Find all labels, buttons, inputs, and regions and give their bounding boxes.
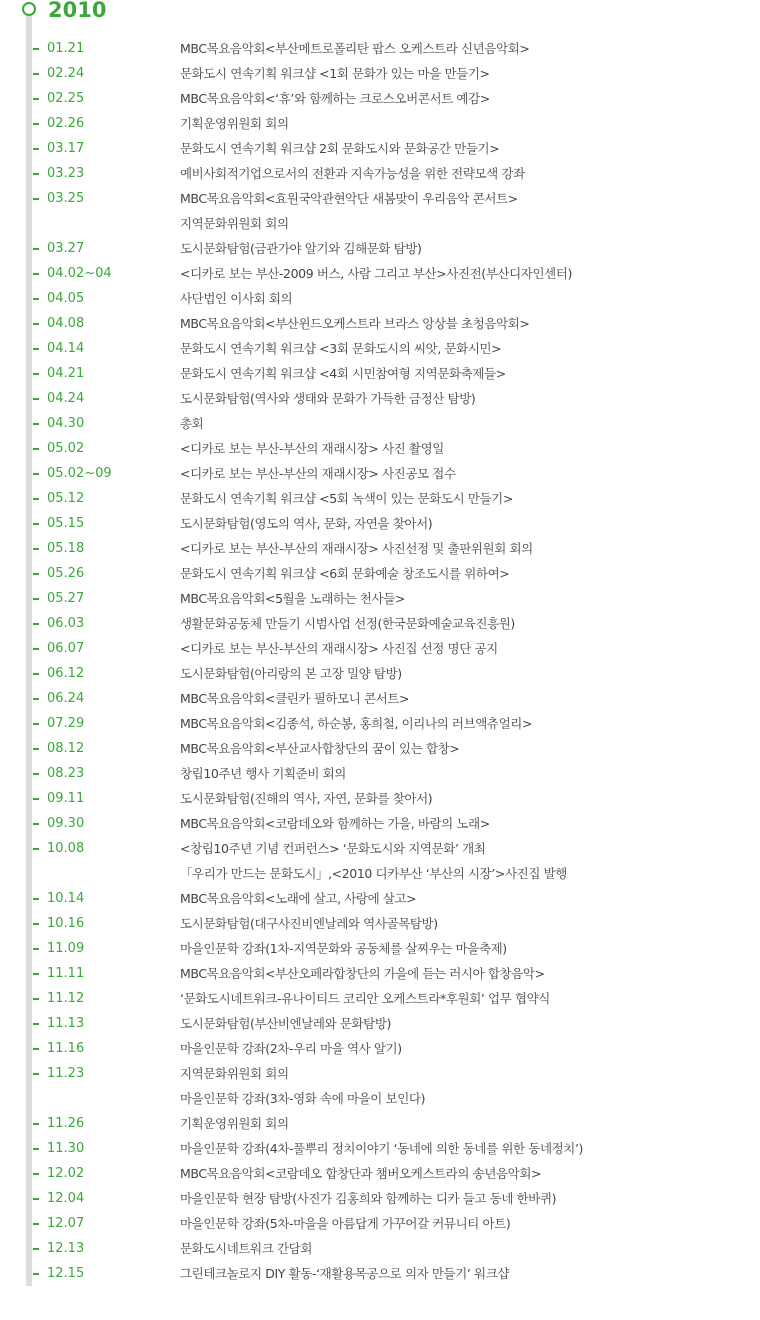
event-row (0, 61, 760, 86)
timeline-tick (33, 1148, 39, 1150)
event-description: 사단법인 이사회 회의 (180, 291, 293, 306)
timeline-tick (33, 773, 39, 775)
event-date: 11.12 (47, 991, 85, 1006)
event-description: 마을인문학 강좌(2차-우리 마을 역사 알기) (180, 1041, 402, 1056)
timeline-tick (33, 1023, 39, 1025)
event-row (0, 861, 760, 886)
event-description: MBC목요음악회<코람데오와 함께하는 가을, 바람의 노래> (180, 816, 490, 831)
event-description: 생활문화공동체 만들기 시범사업 선정(한국문화예술교육진흥원) (180, 616, 515, 631)
event-description: MBC목요음악회<‘휴’와 함께하는 크로스오버콘서트 예감> (180, 91, 490, 106)
event-row (0, 1236, 760, 1261)
event-date: 03.23 (47, 166, 85, 181)
event-date: 04.02~04 (47, 266, 112, 281)
timeline-tick (33, 398, 39, 400)
event-description: 마을인문학 현장 탐방(사진가 김홍희와 함께하는 디카 들고 동네 한바퀴) (180, 1191, 557, 1206)
event-row (0, 1186, 760, 1211)
event-description: 도시문화탐험(진해의 역사, 자연, 문화를 찾아서) (180, 791, 433, 806)
event-row (0, 1111, 760, 1136)
timeline-tick (33, 1223, 39, 1225)
event-list (0, 36, 760, 1286)
event-date: 03.25 (47, 191, 85, 206)
event-row (0, 561, 760, 586)
timeline-tick (33, 1073, 39, 1075)
event-row (0, 661, 760, 686)
event-date: 06.07 (47, 641, 85, 656)
event-row (0, 686, 760, 711)
event-description: MBC목요음악회<부산메트로폴리탄 팝스 오케스트라 신년음악회> (180, 41, 530, 56)
year-title: 2010 (48, 0, 107, 22)
timeline-tick (33, 648, 39, 650)
event-description: 문화도시 연속기획 워크샵 <1회 문화가 있는 마을 만들기> (180, 66, 490, 81)
timeline-tick (33, 1198, 39, 1200)
year-marker-circle (22, 2, 36, 16)
timeline-tick (33, 348, 39, 350)
event-description: 지역문화위원회 회의 (180, 1066, 289, 1081)
event-description: MBC목요음악회<코람데오 합창단과 챔버오케스트라의 송년음악회> (180, 1166, 542, 1181)
event-date: 05.15 (47, 516, 85, 531)
event-row (0, 286, 760, 311)
event-row (0, 1136, 760, 1161)
timeline-tick (33, 373, 39, 375)
event-date: 12.07 (47, 1216, 85, 1231)
event-date: 05.26 (47, 566, 85, 581)
event-row (0, 586, 760, 611)
timeline-tick (33, 248, 39, 250)
timeline-tick (33, 48, 39, 50)
event-row (0, 711, 760, 736)
event-date: 07.29 (47, 716, 85, 731)
event-description: 문화도시 연속기획 워크샵 <4회 시민참여형 지역문화축제들> (180, 366, 506, 381)
event-description: MBC목요음악회<부산교사합창단의 꿈이 있는 합창> (180, 741, 460, 756)
event-row (0, 336, 760, 361)
timeline-tick (33, 98, 39, 100)
event-date: 11.26 (47, 1116, 85, 1131)
event-description: MBC목요음악회<노래에 살고, 사랑에 살고> (180, 891, 417, 906)
timeline-tick (33, 723, 39, 725)
event-date: 12.13 (47, 1241, 85, 1256)
event-row (0, 111, 760, 136)
event-row (0, 811, 760, 836)
event-row (0, 1211, 760, 1236)
event-description: <디카로 보는 부산-부산의 재래시장> 사진선정 및 출판위원회 회의 (180, 541, 533, 556)
event-description: MBC목요음악회<클린카 필하모니 콘서트> (180, 691, 410, 706)
timeline-tick (33, 173, 39, 175)
event-row (0, 36, 760, 61)
timeline-tick (33, 498, 39, 500)
event-description: 문화도시 연속기획 워크샵 <5회 녹색이 있는 문화도시 만들기> (180, 491, 513, 506)
timeline-tick (33, 1123, 39, 1125)
event-description: MBC목요음악회<부산오페라합창단의 가을에 듣는 러시아 합창음악> (180, 966, 545, 981)
event-row (0, 736, 760, 761)
event-date: 10.16 (47, 916, 85, 931)
event-description: 지역문화위원회 회의 (180, 216, 289, 231)
event-date: 11.16 (47, 1041, 85, 1056)
event-description: 예비사회적기업으로서의 전환과 지속가능성을 위한 전략모색 강좌 (180, 166, 525, 181)
event-row (0, 536, 760, 561)
event-date: 11.11 (47, 966, 85, 981)
event-row (0, 261, 760, 286)
timeline-tick (33, 123, 39, 125)
timeline-tick (33, 1273, 39, 1275)
event-description: <디카로 보는 부산-부산의 재래시장> 사진집 선정 명단 공지 (180, 641, 498, 656)
event-date: 03.17 (47, 141, 85, 156)
event-row (0, 611, 760, 636)
event-date: 04.08 (47, 316, 85, 331)
event-description: 그린테크놀로지 DIY 활동-‘재활용목공으로 의자 만들기’ 워크샵 (180, 1266, 510, 1281)
timeline-tick (33, 948, 39, 950)
event-date: 06.24 (47, 691, 85, 706)
event-date: 10.08 (47, 841, 85, 856)
event-description: 「우리가 만드는 문화도시」,<2010 디카부산 ‘부산의 시장’>사진집 발행 (180, 866, 567, 881)
event-description: 창립10주년 행사 기획준비 회의 (180, 766, 346, 781)
event-row (0, 361, 760, 386)
event-description: 마을인문학 강좌(3차-영화 속에 마을이 보인다) (180, 1091, 426, 1106)
event-row (0, 1161, 760, 1186)
event-date: 04.14 (47, 341, 85, 356)
event-description: MBC목요음악회<부산윈드오케스트라 브라스 앙상블 초청음악회> (180, 316, 530, 331)
event-row (0, 511, 760, 536)
event-row (0, 436, 760, 461)
timeline-tick (33, 1248, 39, 1250)
event-row (0, 836, 760, 861)
event-description: 도시문화탐험(금관가야 알기와 김해문화 탐방) (180, 241, 422, 256)
event-description: 문화도시네트워크 간담회 (180, 1241, 312, 1256)
event-description: 문화도시 연속기획 워크샵 2회 문화도시와 문화공간 만들기> (180, 141, 500, 156)
event-date: 02.26 (47, 116, 85, 131)
timeline-tick (33, 823, 39, 825)
event-date: 06.12 (47, 666, 85, 681)
event-date: 02.25 (47, 91, 85, 106)
event-date: 12.15 (47, 1266, 85, 1281)
event-date: 10.14 (47, 891, 85, 906)
event-row (0, 1261, 760, 1286)
event-row (0, 786, 760, 811)
timeline-tick (33, 298, 39, 300)
event-description: 기획운영위원회 회의 (180, 1116, 289, 1131)
event-date: 01.21 (47, 41, 85, 56)
event-description: <디카로 보는 부산-부산의 재래시장> 사진공모 접수 (180, 466, 456, 481)
event-date: 11.09 (47, 941, 85, 956)
timeline-tick (33, 323, 39, 325)
event-date: 12.04 (47, 1191, 85, 1206)
event-row (0, 1061, 760, 1086)
event-row (0, 86, 760, 111)
timeline-tick (33, 623, 39, 625)
event-description: 마을인문학 강좌(4차-풀뿌리 정치이야기 ‘동네에 의한 동네를 위한 동네정치’) (180, 1141, 584, 1156)
timeline-tick (33, 448, 39, 450)
timeline-tick (33, 473, 39, 475)
event-description: 문화도시 연속기획 워크샵 <3회 문화도시의 씨앗, 문화시민> (180, 341, 502, 356)
timeline-tick (33, 898, 39, 900)
event-date: 05.27 (47, 591, 85, 606)
event-row (0, 161, 760, 186)
event-row (0, 1036, 760, 1061)
event-description: 문화도시 연속기획 워크샵 <6회 문화예술 창조도시를 위하여> (180, 566, 510, 581)
timeline-tick (33, 148, 39, 150)
timeline-tick (33, 573, 39, 575)
event-row (0, 761, 760, 786)
timeline-tick (33, 548, 39, 550)
event-row (0, 636, 760, 661)
event-description: MBC목요음악회<효원국악관현악단 새봄맞이 우리음악 콘서트> (180, 191, 518, 206)
timeline-tick (33, 748, 39, 750)
event-description: MBC목요음악회<5월을 노래하는 천사들> (180, 591, 405, 606)
event-date: 04.05 (47, 291, 85, 306)
event-date: 02.24 (47, 66, 85, 81)
event-date: 11.30 (47, 1141, 85, 1156)
event-row (0, 461, 760, 486)
event-row (0, 486, 760, 511)
event-row (0, 236, 760, 261)
timeline-tick (33, 998, 39, 1000)
event-description: 마을인문학 강좌(5차-마을을 아름답게 가꾸어갈 커뮤니티 아트) (180, 1216, 511, 1231)
event-description: 도시문화탐험(부산비엔날레와 문화탐방) (180, 1016, 392, 1031)
event-row (0, 186, 760, 211)
timeline-tick (33, 848, 39, 850)
event-row (0, 386, 760, 411)
event-row (0, 886, 760, 911)
event-row (0, 311, 760, 336)
event-description: 도시문화탐험(영도의 역사, 문화, 자연을 찾아서) (180, 516, 433, 531)
event-description: 총회 (180, 416, 204, 431)
event-date: 09.30 (47, 816, 85, 831)
timeline-tick (33, 798, 39, 800)
timeline-tick (33, 523, 39, 525)
event-row (0, 961, 760, 986)
event-description: 기획운영위원회 회의 (180, 116, 289, 131)
event-row (0, 911, 760, 936)
event-date: 05.02~09 (47, 466, 112, 481)
timeline-tick (33, 923, 39, 925)
event-description: 도시문화탐험(역사와 생태와 문화가 가득한 금정산 탐방) (180, 391, 476, 406)
event-date: 05.12 (47, 491, 85, 506)
timeline-tick (33, 198, 39, 200)
event-row (0, 1011, 760, 1036)
event-row (0, 411, 760, 436)
timeline-tick (33, 698, 39, 700)
event-date: 08.23 (47, 766, 85, 781)
event-date: 05.18 (47, 541, 85, 556)
event-date: 04.21 (47, 366, 85, 381)
event-row (0, 211, 760, 236)
event-date: 11.23 (47, 1066, 85, 1081)
timeline-tick (33, 1048, 39, 1050)
event-description: 마을인문학 강좌(1차-지역문화와 공동체를 살찌우는 마을축제) (180, 941, 507, 956)
timeline-tick (33, 1173, 39, 1175)
event-description: 도시문화탐험(대구사진비엔날레와 역사골목탐방) (180, 916, 438, 931)
event-date: 03.27 (47, 241, 85, 256)
event-row (0, 936, 760, 961)
event-row (0, 136, 760, 161)
event-date: 12.02 (47, 1166, 85, 1181)
timeline-tick (33, 673, 39, 675)
event-date: 08.12 (47, 741, 85, 756)
timeline-tick (33, 273, 39, 275)
event-date: 05.02 (47, 441, 85, 456)
event-description: <디카로 보는 부산-부산의 재래시장> 사진 촬영일 (180, 441, 444, 456)
event-description: <창립10주년 기념 컨퍼런스> ‘문화도시와 지역문화’ 개최 (180, 841, 486, 856)
event-date: 11.13 (47, 1016, 85, 1031)
timeline-tick (33, 423, 39, 425)
event-description: <디카로 보는 부산-2009 버스, 사람 그리고 부산>사진전(부산디자인센터) (180, 266, 572, 281)
timeline-tick (33, 973, 39, 975)
timeline-tick (33, 73, 39, 75)
event-description: 도시문화탐험(아리랑의 본 고장 밀양 탐방) (180, 666, 402, 681)
event-date: 04.24 (47, 391, 85, 406)
event-description: MBC목요음악회<김종석, 하순봉, 홍희철, 이리나의 러브액츄얼리> (180, 716, 533, 731)
event-description: ‘문화도시네트워크-유나이티드 코리안 오케스트라*후원회’ 업무 협약식 (180, 991, 550, 1006)
event-date: 09.11 (47, 791, 85, 806)
event-date: 06.03 (47, 616, 85, 631)
event-row (0, 986, 760, 1011)
event-date: 04.30 (47, 416, 85, 431)
timeline-tick (33, 598, 39, 600)
event-row (0, 1086, 760, 1111)
